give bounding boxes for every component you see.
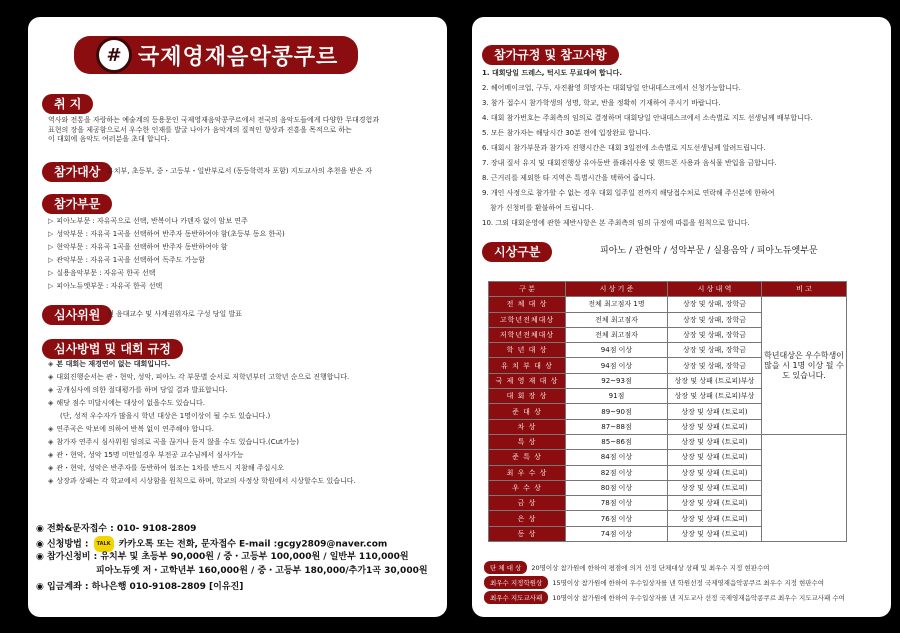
rule-item: 4. 대회 참가번호는 주최측의 임의로 결정하며 대회당일 안내데스크에서 소속별로 지도 선생님께 배부합니다. xyxy=(482,114,813,122)
awards-header: 시상구분 xyxy=(482,242,552,262)
award-prize: 상장 및 상패, 장학금 xyxy=(668,358,762,373)
footnote-tag: 최우수 지정학원상 xyxy=(484,576,548,589)
division-item: ▷ 성악부문 : 자유곡 1곡을 선택하여 반주자 동반하여야 함(초등부 동요 한곡) xyxy=(48,230,285,238)
award-prize: 상장 및 상패 (트로피) xyxy=(668,419,762,434)
division-item: ▷ 피아노듀엣부문 : 자유곡 한곡 선택 xyxy=(48,282,163,290)
judging-list xyxy=(48,358,356,488)
kakaotalk-icon: TALK xyxy=(94,536,114,552)
judging-item: (단, 성적 우수자가 많을시 학년 대상은 1명이상이 될 수도 있습니다.) xyxy=(60,412,271,420)
award-prize: 상장 및 상패, 장학금 xyxy=(668,312,762,327)
award-criterion: 82점 이상 xyxy=(566,465,668,480)
awards-table-row xyxy=(489,434,847,449)
column-header: 시 상 기 준 xyxy=(566,282,668,297)
award-category: 준 특 상 xyxy=(489,450,566,465)
award-category: 동 상 xyxy=(489,526,566,541)
award-category: 학 년 대 상 xyxy=(489,343,566,358)
award-criterion: 80점 이상 xyxy=(566,480,668,495)
footnote-tag: 단 체 대 상 xyxy=(484,561,527,574)
account-line: ◉ 입금계좌 : 하나은행 010-9108-2809 [이유진] xyxy=(36,582,244,592)
footnote-tag: 최우수 지도교사패 xyxy=(484,591,548,604)
award-category: 특 상 xyxy=(489,434,566,449)
award-criterion: 89~90점 xyxy=(566,404,668,419)
title-banner xyxy=(74,36,358,74)
footnote-row xyxy=(484,561,770,574)
triangle-bullet-icon: ▷ xyxy=(48,243,54,251)
award-prize: 상장 및 상패 (트로피) xyxy=(668,511,762,526)
eligibility-header: 참가대상 xyxy=(42,162,112,182)
award-category: 대 회 장 상 xyxy=(489,389,566,404)
rule-item: 10. 그외 대회운영에 관한 제반사항은 본 주최측의 임의 규정에 따름을 원칙으로 합니다. xyxy=(482,219,750,227)
award-criterion: 92~93점 xyxy=(566,373,668,388)
column-header: 시 상 내 역 xyxy=(668,282,762,297)
division-item: ▷ 관악부문 : 자유곡 1곡을 선택하여 독주도 가능함 xyxy=(48,256,206,264)
rule-item: 3. 참가 접수시 참가학생의 성명, 학교, 반을 정확히 기재하여 주시기 바랍니다. xyxy=(482,99,721,107)
award-prize: 상장 및 상패 (트로피) xyxy=(668,496,762,511)
judging-item: ◈ 관・현악, 성악은 반주자를 동반하여 협조는 1차를 반드시 지참해 주십시오 xyxy=(48,464,284,472)
judging-item: ◈ 공개심사에 의한 절대평가를 하며 당일 결과 발표합니다. xyxy=(48,386,228,394)
rules-list xyxy=(482,66,813,231)
footnote-text: 15명이상 참가원에 한하여 우수입상자를 낸 학원선정 국제영재음악콩쿠르 최우수 지정 현판수여 xyxy=(552,579,825,587)
division-item: ▷ 현악부문 : 자유곡 1곡을 선택하여 반주자 동반하여야 함 xyxy=(48,243,228,251)
award-category: 국 제 영 재 대 상 xyxy=(489,373,566,388)
judging-item: ◈ 관・현악, 성악 15명 미만일경우 부전공 교수님께서 심사가능 xyxy=(48,451,244,459)
award-note: 학년대상은 우수학생이 많을 시 1명 이상 될 수도 있습니다. xyxy=(762,297,847,435)
award-prize: 상장 및 상패 (트로피) xyxy=(668,404,762,419)
footnote-row xyxy=(484,576,824,589)
right-panel xyxy=(472,17,891,617)
competition-title: 국제영재음악콩쿠르 xyxy=(138,44,339,70)
footnote-text: 10명이상 참가원에 한하여 우수입상자를 낸 지도교사 선정 국제영재음악콩쿠르 최우수 지도교사패 수여 xyxy=(552,594,845,602)
competition-logo-icon: # xyxy=(96,37,132,73)
judging-item: ◈ 참가자 연주시 심사위원 임의로 곡을 끊거나 듣지 않을 수도 있습니다.(Cut가능) xyxy=(48,438,300,446)
divisions-header: 참가부문 xyxy=(42,194,112,214)
award-prize: 상장 및 상패 (트로피) xyxy=(668,434,762,449)
award-category: 저학년전체대상 xyxy=(489,327,566,342)
rule-item: 6. 대회시 참가부문과 참가자 진행시간은 대회 3일전에 소속별로 지도선생님께 알려드립니다. xyxy=(482,144,766,152)
judging-item: ◈ 연주곡은 악보에 의하여 반복 없이 연주해야 합니다. xyxy=(48,425,214,433)
judges-header: 심사위원 xyxy=(42,305,112,325)
rule-item: 5. 모든 참가자는 해당시간 30분 전에 입장완료 합니다. xyxy=(482,129,651,137)
award-criterion: 85~86점 xyxy=(566,434,668,449)
fee-line: ◉ 참가신청비 : 유치부 및 초등부 90,000원 / 중・고등부 100,000원 / 일반부 110,000원 xyxy=(36,552,409,562)
fee-line-2: 피아노듀엣 저・고학년부 160,000원 / 중・고등부 180,000/추가1곡 30,000원 xyxy=(96,566,428,576)
rule-item: 8. 근거리를 제외한 타 지역은 특별시간을 택하여 줍니다. xyxy=(482,174,656,182)
triangle-bullet-icon: ▷ xyxy=(48,217,54,225)
triangle-bullet-icon: ▷ xyxy=(48,269,54,277)
award-criterion: 78점 이상 xyxy=(566,496,668,511)
triangle-bullet-icon: ▷ xyxy=(48,256,54,264)
judges-text: 현 음대교수 및 사계권위자로 구성 당일 발표 xyxy=(107,310,243,318)
award-category: 전 체 대 상 xyxy=(489,297,566,312)
award-prize: 상장 및 상패, 장학금 xyxy=(668,343,762,358)
award-category: 금 상 xyxy=(489,496,566,511)
judging-item: ◈ 해당 점수 미달시에는 대상이 없을수도 있습니다. xyxy=(48,399,205,407)
award-category: 유 치 부 대 상 xyxy=(489,358,566,373)
award-category: 은 상 xyxy=(489,511,566,526)
divisions-list xyxy=(48,215,285,293)
award-criterion: 87~88점 xyxy=(566,419,668,434)
rule-item: 9. 개인 사정으로 참가할 수 없는 경우 대회 일주일 전까지 해당접수처로 연락해 주신분에 한하여 xyxy=(482,189,775,197)
contact-block xyxy=(36,522,428,594)
award-prize: 상장 및 상패 (트로피) xyxy=(668,480,762,495)
award-note-empty xyxy=(762,434,847,541)
award-prize: 상장 및 상패 (트로피)부상 xyxy=(668,373,762,388)
awards-table-row xyxy=(489,297,847,312)
award-category: 준 대 상 xyxy=(489,404,566,419)
judging-header: 심사방법 및 대회 규정 xyxy=(42,339,183,359)
judging-item: ◈ 상장과 상패는 각 학교에서 시상함을 원칙으로 하며, 학교의 사정상 학원에서 시상할수도 있습니다. xyxy=(48,477,356,485)
column-header: 비 고 xyxy=(762,282,847,297)
triangle-bullet-icon: ▷ xyxy=(48,282,54,290)
award-category: 고학년전체대상 xyxy=(489,312,566,327)
footnote-row xyxy=(484,591,845,604)
awards-table-header xyxy=(489,282,847,297)
eligibility-text: 유치부, 초등부, 중・고등부・일반부로서 (동등학력자 포함) 지도교사의 추천을 받은 자 xyxy=(107,167,372,175)
division-item: ▷ 실용음악부문 : 자유곡 한곡 선택 xyxy=(48,269,156,277)
email-link[interactable]: 카카오톡 또는 전화, 문자접수 E-mail :gcgy2809@naver.com xyxy=(118,539,388,550)
purpose-line: 역사와 전통을 자랑하는 예술계의 등용문인 국제영재음악콩쿠르에서 전국의 음악도들에게 다양한 무대경험과 xyxy=(48,116,380,124)
award-prize: 상장 및 상패 (트로피)부상 xyxy=(668,389,762,404)
award-criterion: 91점 xyxy=(566,389,668,404)
awards-table xyxy=(488,281,847,542)
rule-item: 2. 헤어메이크업, 구두, 사진촬영 희망자는 대회당일 안내데스크에서 신청가능합니다. xyxy=(482,84,741,92)
rules-header: 참가규정 및 참고사항 xyxy=(482,45,619,65)
award-category: 우 수 상 xyxy=(489,480,566,495)
triangle-bullet-icon: ▷ xyxy=(48,230,54,238)
rule-item: 7. 장내 질서 유지 및 대회진행상 유아동반 플래쉬사용 및 핸드폰 사용과 음식물 반입을 금합니다. xyxy=(482,159,777,167)
left-panel xyxy=(28,17,447,617)
award-criterion: 전체 최고점자 xyxy=(566,327,668,342)
division-item: ▷ 피아노부문 : 자유곡으로 선택, 반복이나 카덴자 없이 암보 연주 xyxy=(48,217,248,225)
award-criterion: 94점 이상 xyxy=(566,343,668,358)
award-category: 최 우 수 상 xyxy=(489,465,566,480)
rule-item: 1. 대회당일 드레스, 턱시도 무료대여 합니다. xyxy=(482,69,622,77)
award-criterion: 74점 이상 xyxy=(566,526,668,541)
phone-line: ◉ 전화&문자접수 : 010- 9108-2809 xyxy=(36,524,197,534)
purpose-line: 표현의 장을 제공함으로서 우수한 인재를 발굴 나아가 음악계의 질적인 향상과 진흥을 목적으로 하는 xyxy=(48,125,352,134)
judging-item: ◈ 대회진행순서는 관・현악, 성악, 피아노 각 부문별 순서로 저학년부터 고학년 순으로 진행합니다. xyxy=(48,373,350,381)
award-prize: 상장 및 상패, 장학금 xyxy=(668,297,762,312)
purpose-header: 취 지 xyxy=(42,94,93,114)
rule-item: 참가 신청비를 환불하여 드립니다. xyxy=(490,204,594,212)
column-header: 구 분 xyxy=(489,282,566,297)
footnote-text: 20명이상 참가원에 한하여 평점에 의거 선정 단체대상 상패 및 최우수 지정 현판수여 xyxy=(531,564,770,572)
award-criterion: 94점 이상 xyxy=(566,358,668,373)
award-prize: 상장 및 상패 (트로피) xyxy=(668,465,762,480)
purpose-line: 이 대회에 음악도 여러분을 초대 합니다. xyxy=(48,135,170,143)
award-prize: 상장 및 상패 (트로피) xyxy=(668,526,762,541)
award-criterion: 전체 최고점자 1명 xyxy=(566,297,668,312)
award-prize: 상장 및 상패 (트로피) xyxy=(668,450,762,465)
award-criterion: 76점 이상 xyxy=(566,511,668,526)
awards-categories: 피아노 / 관현악 / 성악부문 / 실용음악 / 피아노듀엣부문 xyxy=(600,246,818,256)
award-prize: 상장 및 상패, 장학금 xyxy=(668,327,762,342)
purpose-text xyxy=(48,116,379,145)
award-criterion: 84점 이상 xyxy=(566,450,668,465)
method-line: ◉ 신청방법 : TALK 카카오톡 또는 전화, 문자접수 E-mail :gcgy2809@naver.com xyxy=(36,536,428,550)
award-criterion: 전체 최고점자 xyxy=(566,312,668,327)
award-category: 차 상 xyxy=(489,419,566,434)
judging-item: ◈ 본 대회는 재경연이 없는 대회입니다. xyxy=(48,360,171,368)
